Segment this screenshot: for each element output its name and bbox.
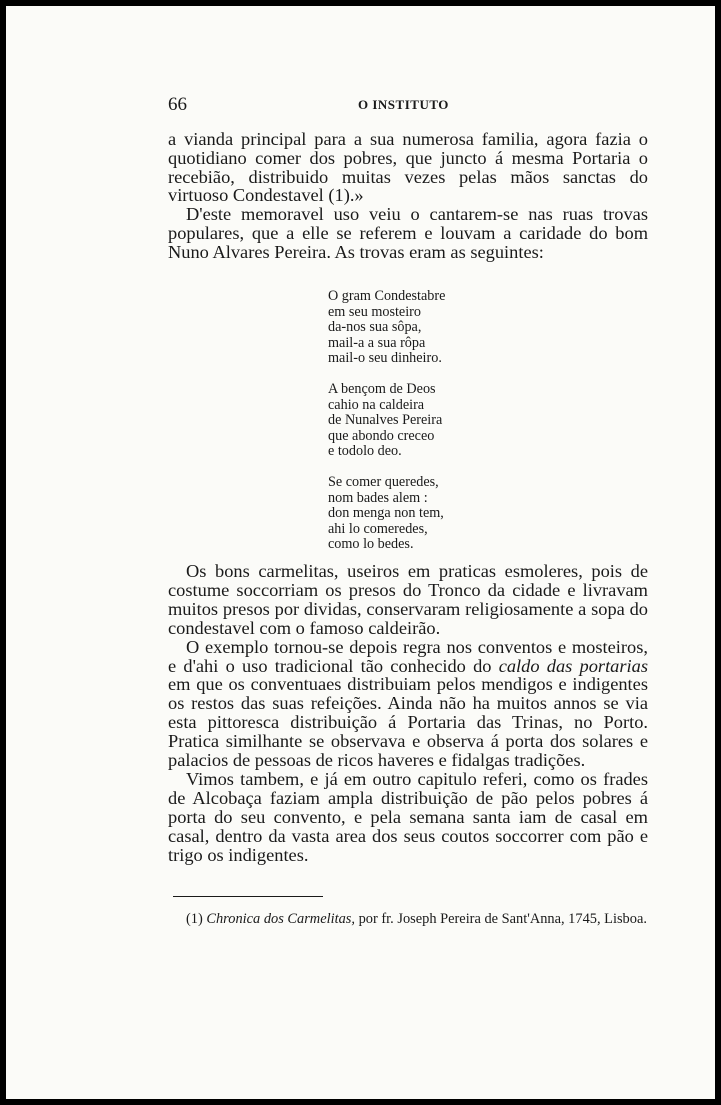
footnote-title: Chronica dos Carmelitas,: [206, 911, 355, 927]
body-text-top: [168, 130, 648, 262]
paragraph: [168, 638, 648, 770]
paragraph-text: em que os conventuaes distribuiam pelos mendigos e indigentes os restos das suas refeições. Ainda não ha muitos annos se via esta pittoresca distribuição á Portaria das Trinas, no Porto. Pratica similhante se observava e observa á porta dos solares e palacios de pessoas de ricos haveres e fidalgas tradições.: [168, 674, 648, 771]
poem-stanza: [328, 475, 528, 553]
poem-stanza: [328, 382, 528, 460]
poem-line: A bençom de Deos: [328, 380, 436, 397]
footnote: [168, 911, 648, 928]
italic-term: caldo das portarias: [498, 655, 648, 676]
footnote-text: [168, 911, 648, 928]
book-page: [6, 6, 715, 1099]
paragraph: a vianda principal para a sua numerosa familia, agora fazia o quotidiano comer dos pobres, que juncto á mesma Portaria o recebião, distribuido muitas vezes pelas mãos sanctas do virtuoso Condestavel (1).»: [168, 129, 648, 206]
poem-line: mail-o seu dinheiro.: [328, 350, 442, 367]
footnote-rule: [173, 896, 323, 897]
poem-line: O gram Condestabre: [328, 288, 446, 304]
page-header: [168, 94, 648, 118]
poem-line: e todolo deo.: [328, 443, 402, 460]
poem-line: que abondo creceo: [328, 427, 435, 444]
poem-line: ahi lo comeredes,: [328, 520, 428, 537]
body-text-bottom: [168, 562, 648, 865]
page-number: 66: [168, 94, 187, 115]
running-title: O INSTITUTO: [358, 97, 449, 112]
poem-line: don menga non tem,: [328, 505, 444, 522]
poem-line: nom bades alem :: [328, 489, 428, 506]
footnote-marker: (1): [186, 911, 207, 927]
paragraph-text: O exemplo tornou-se depois regra nos conventos e mosteiros, e d'ahi o uso tradicional tão conhecido do: [168, 636, 648, 676]
footnote-rest: por fr. Joseph Pereira de Sant'Anna, 1745, Lisboa.: [354, 911, 647, 927]
poem-line: como lo bedes.: [328, 536, 414, 553]
poem: [328, 289, 528, 568]
poem-stanza: [328, 289, 528, 367]
paragraph: D'este memoravel uso veiu o cantarem-se nas ruas trovas populares, que a elle se referem e louvam a caridade do bom Nuno Alvares Pereira. As trovas eram as seguintes:: [168, 204, 648, 262]
paragraph: Vimos tambem, e já em outro capitulo referi, como os frades de Alcobaça faziam ampla distribuição de pão pelos pobres á porta do seu convento, e pela semana santa iam de casal em casal, dentro da vasta area dos seus coutos soccorrer com pão e trigo os indigentes.: [168, 768, 648, 865]
poem-line: em seu mosteiro: [328, 303, 421, 320]
poem-line: mail-a a sua rôpa: [328, 334, 426, 351]
paragraph: Os bons carmelitas, useiros em praticas esmoleres, pois de costume soccorriam os presos do Tronco da cidade e livravam muitos presos por dividas, conservaram religiosamente a sopa do condestavel com o famoso caldeirão.: [168, 561, 648, 638]
poem-line: da-nos sua sôpa,: [328, 319, 422, 336]
poem-line: Se comer queredes,: [328, 473, 439, 490]
poem-line: de Nunalves Pereira: [328, 412, 443, 429]
poem-line: cahio na caldeira: [328, 396, 425, 413]
